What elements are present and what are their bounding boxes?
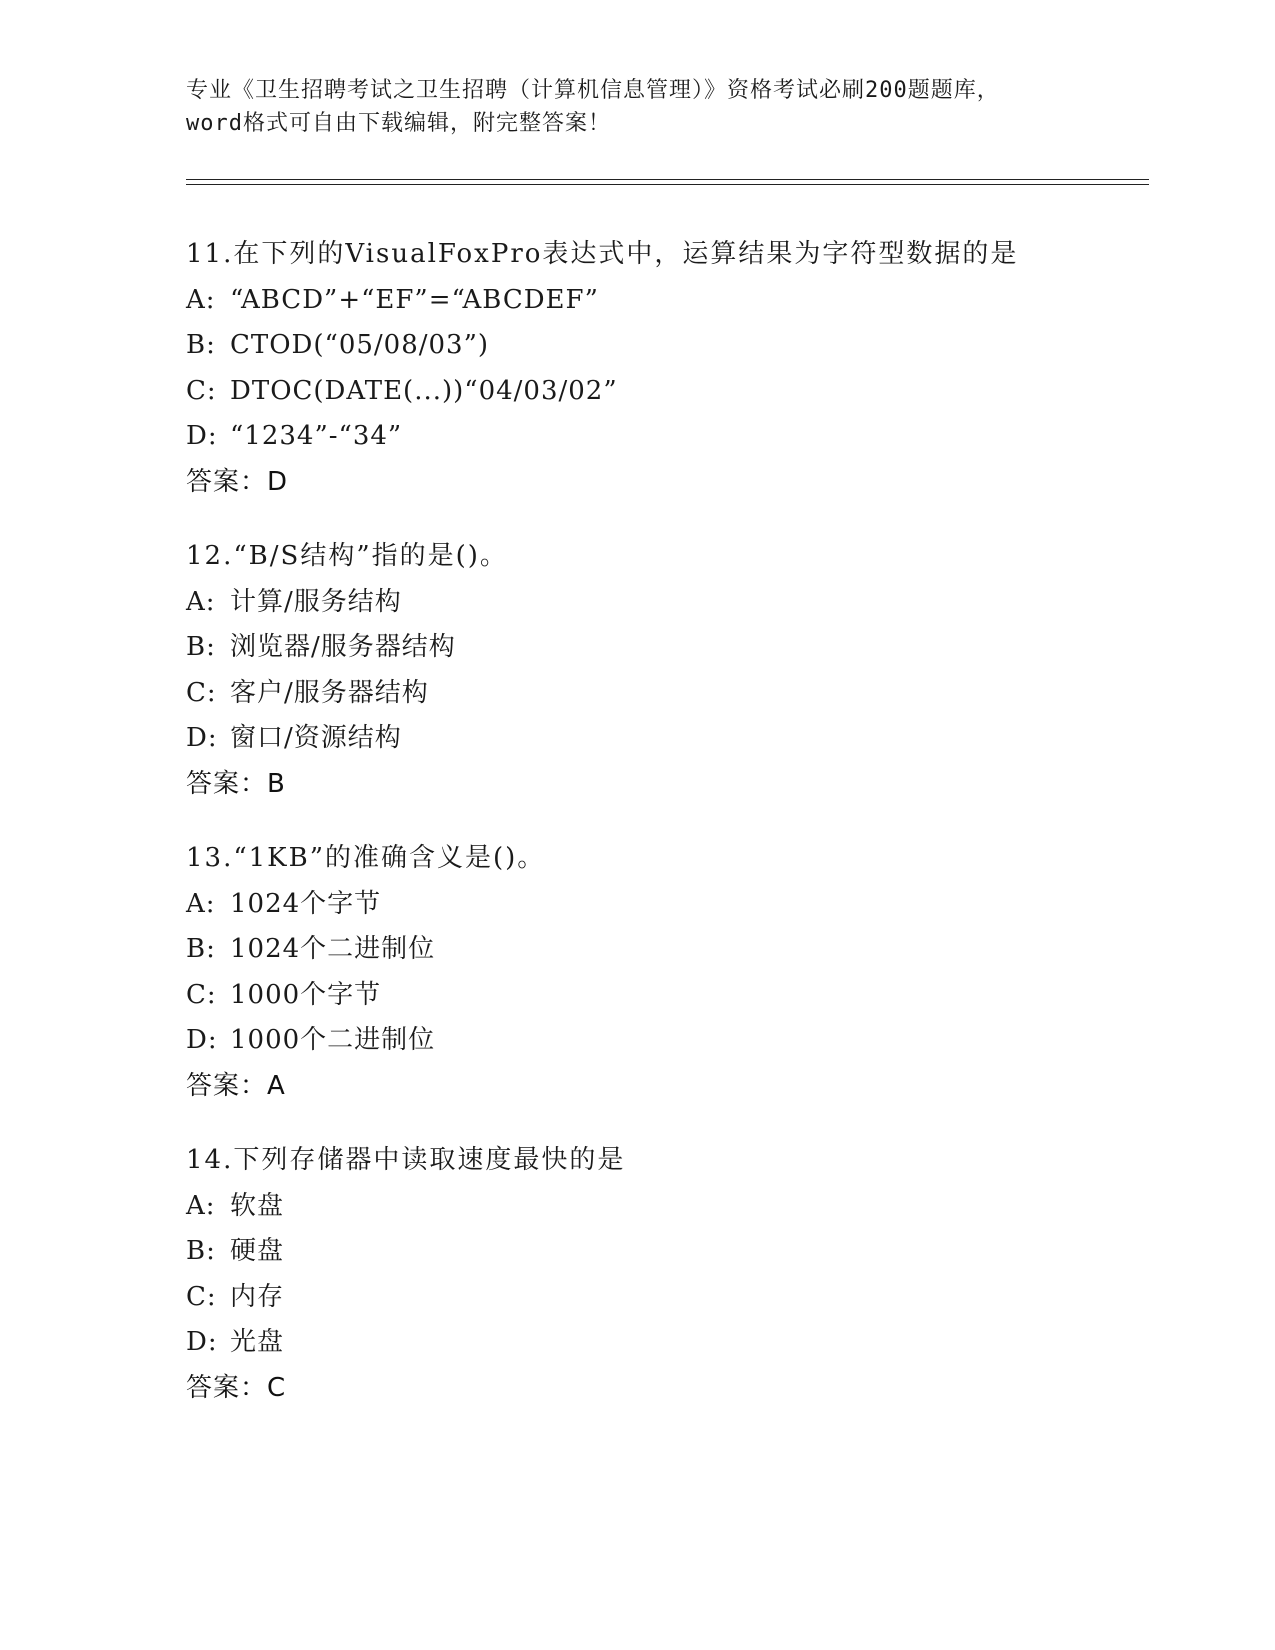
option-a	[186, 1184, 1186, 1230]
option-d	[186, 716, 1186, 762]
option-letter: B:	[186, 934, 216, 964]
option-text: 客户/服务器结构	[230, 677, 429, 708]
answer-label: 答案：A	[186, 1070, 286, 1101]
option-d	[186, 414, 1186, 460]
question-block	[186, 534, 1186, 807]
option-letter: C:	[186, 375, 217, 406]
option-a	[186, 882, 1186, 928]
option-letter: B:	[186, 1236, 216, 1266]
document-header	[186, 74, 1086, 140]
option-letter: C:	[186, 1281, 217, 1312]
option-a	[186, 580, 1186, 626]
option-text: 1024个二进制位	[230, 934, 436, 964]
option-text: “ABCD”+“EF”=“ABCDEF”	[230, 284, 599, 315]
option-text: 1000个字节	[230, 979, 382, 1010]
option-text: 软盘	[230, 1190, 285, 1221]
option-c	[186, 1275, 1186, 1321]
option-b	[186, 625, 1186, 671]
option-c	[186, 369, 1186, 415]
option-text: 计算/服务结构	[230, 586, 402, 617]
option-b	[186, 927, 1186, 973]
option-c	[186, 671, 1186, 717]
option-d	[186, 1018, 1186, 1064]
option-text: 1024个字节	[230, 888, 382, 919]
option-text: 光盘	[230, 1327, 285, 1357]
option-text: DTOC(DATE(...))“04/03/02”	[230, 375, 618, 406]
answer-label: 答案：B	[186, 768, 286, 799]
option-letter: D:	[186, 1327, 218, 1357]
question-list	[186, 232, 1186, 1440]
answer-label: 答案：C	[186, 1372, 287, 1403]
question-title: 12.“B/S结构”指的是()。	[186, 541, 508, 571]
question-block	[186, 836, 1186, 1109]
option-text: “1234”-“34”	[230, 421, 403, 451]
option-letter: D:	[186, 723, 218, 753]
option-letter: B:	[186, 632, 216, 662]
option-letter: C:	[186, 677, 217, 708]
option-letter: C:	[186, 979, 217, 1010]
question-block	[186, 1138, 1186, 1411]
option-b	[186, 323, 1186, 369]
option-c	[186, 973, 1186, 1019]
option-letter: D:	[186, 1025, 218, 1055]
option-text: CTOD(“05/08/03”)	[230, 330, 490, 360]
option-letter: A:	[186, 284, 216, 315]
option-letter: D:	[186, 421, 218, 451]
header-divider-top	[186, 179, 1149, 180]
header-divider-bottom	[186, 184, 1149, 185]
question-title: 14.下列存储器中读取速度最快的是	[186, 1145, 626, 1175]
question-title: 11.在下列的VisualFoxPro表达式中，运算结果为字符型数据的是	[186, 239, 1019, 269]
option-text: 内存	[230, 1281, 285, 1312]
option-text: 1000个二进制位	[230, 1025, 436, 1055]
option-letter: A:	[186, 586, 216, 617]
question-title: 13.“1KB”的准确含义是()。	[186, 843, 546, 873]
question-block	[186, 232, 1186, 505]
option-text: 窗口/资源结构	[230, 723, 402, 753]
option-letter: A:	[186, 888, 216, 919]
option-d	[186, 1320, 1186, 1366]
option-text: 浏览器/服务器结构	[230, 632, 456, 662]
option-letter: A:	[186, 1190, 216, 1221]
header-line-1: 专业《卫生招聘考试之卫生招聘（计算机信息管理）》资格考试必刷200题题库，	[186, 78, 1000, 103]
option-b	[186, 1229, 1186, 1275]
option-letter: B:	[186, 330, 216, 360]
option-a	[186, 278, 1186, 324]
option-text: 硬盘	[230, 1236, 285, 1266]
header-line-2: word格式可自由下载编辑，附完整答案！	[186, 111, 611, 136]
answer-label: 答案：D	[186, 466, 289, 497]
